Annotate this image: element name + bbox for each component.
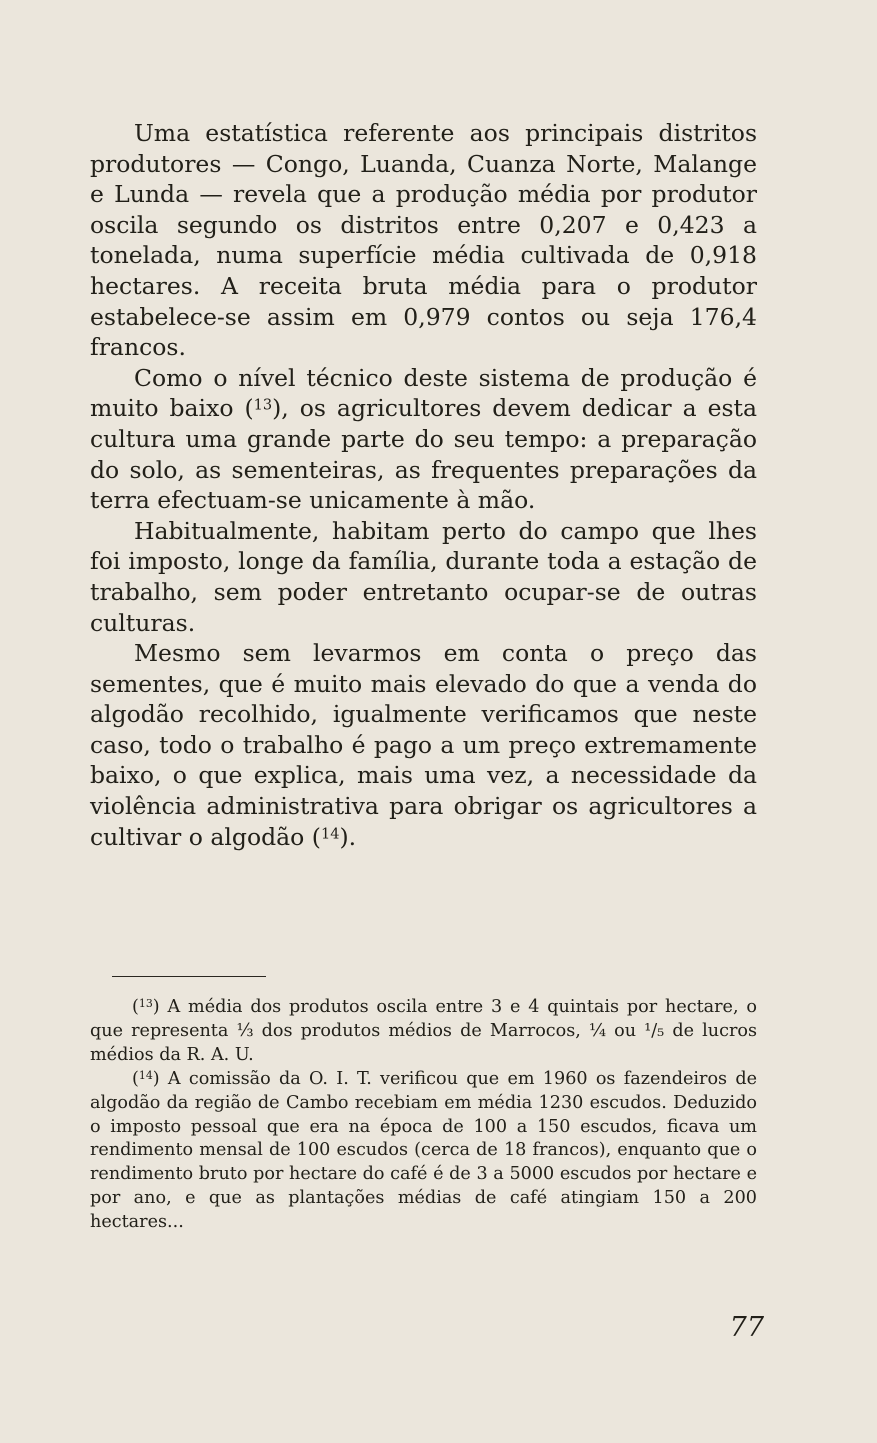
page-body xyxy=(90,118,757,852)
paragraph-1: Uma estatística referente aos principais distritos produtores — Congo, Luanda, Cuanza Norte, Malange e Lunda — revela que a produção média por produtor oscila segundo os distritos entre 0,207 e 0,423 a tonelada, numa superfície média cultivada de 0,918 hectares. A receita bruta média para o produtor estabelece-se assim em 0,979 contos ou seja 176,4 francos. xyxy=(90,119,757,362)
paragraph-4-text-b: ). xyxy=(339,822,357,851)
footnote-13-text: ) A média dos produtos oscila entre 3 e 4 quintais por hectare, o que representa ⅓ dos produtos médios de Marrocos, ¼ ou ¹/₅ de lucros médios da R. A. U. xyxy=(90,997,757,1065)
paragraph-4 xyxy=(90,638,757,852)
footnotes xyxy=(90,996,757,1235)
footnote-divider xyxy=(112,976,266,977)
page-number: 77 xyxy=(729,1312,764,1343)
footnote-ref-14: 14 xyxy=(320,825,340,843)
paragraph-2-text-b: ), os agricultores devem dedicar a esta cultura uma grande parte do seu tempo: a preparação do solo, as sementeiras, as frequentes preparações da terra efectuam-se unicamente à mão. xyxy=(90,394,757,515)
footnote-14-open: ( xyxy=(132,1068,139,1089)
paragraph-4-text-a: Mesmo sem levarmos em conta o preço das sementes, que é muito mais elevado do que a venda do algodão recolhido, igualmente verificamos que neste caso, todo o trabalho é pago a um preço extremamente baixo, o que explica, mais uma vez, a necessidade da violência administrativa para obrigar os agricultores a cultivar o algodão ( xyxy=(90,639,757,851)
footnote-ref-13: 13 xyxy=(253,396,273,414)
footnote-14 xyxy=(90,1068,757,1235)
footnote-13 xyxy=(90,996,757,1068)
footnote-13-open: ( xyxy=(132,997,139,1017)
paragraph-2-text-a: Como o nível técnico deste sistema de produção é muito baixo ( xyxy=(90,363,757,423)
paragraph-2 xyxy=(90,363,757,516)
footnote-14-text: ) A comissão da O. I. T. verificou que em 1960 os fazendeiros de algodão da região de Cambo recebiam em média 1230 escudos. Deduzido o imposto pessoal que era na época de 100 a 150 escudos, ficava um rendimento mensal de 100 escudos (cerca de 18 francos), enquanto que o rendimento bruto por hectare do café é de 3 a 5000 escudos por hectare e por ano, e que as plantações médias de café atingiam 150 a 200 hectares... xyxy=(90,1068,757,1233)
footnote-13-mark: 13 xyxy=(138,997,153,1011)
paragraph-3: Habitualmente, habitam perto do campo que lhes foi imposto, longe da família, durante toda a estação de trabalho, sem poder entretanto ocupar-se de outras culturas. xyxy=(90,516,757,637)
footnote-14-mark: 14 xyxy=(138,1068,153,1082)
